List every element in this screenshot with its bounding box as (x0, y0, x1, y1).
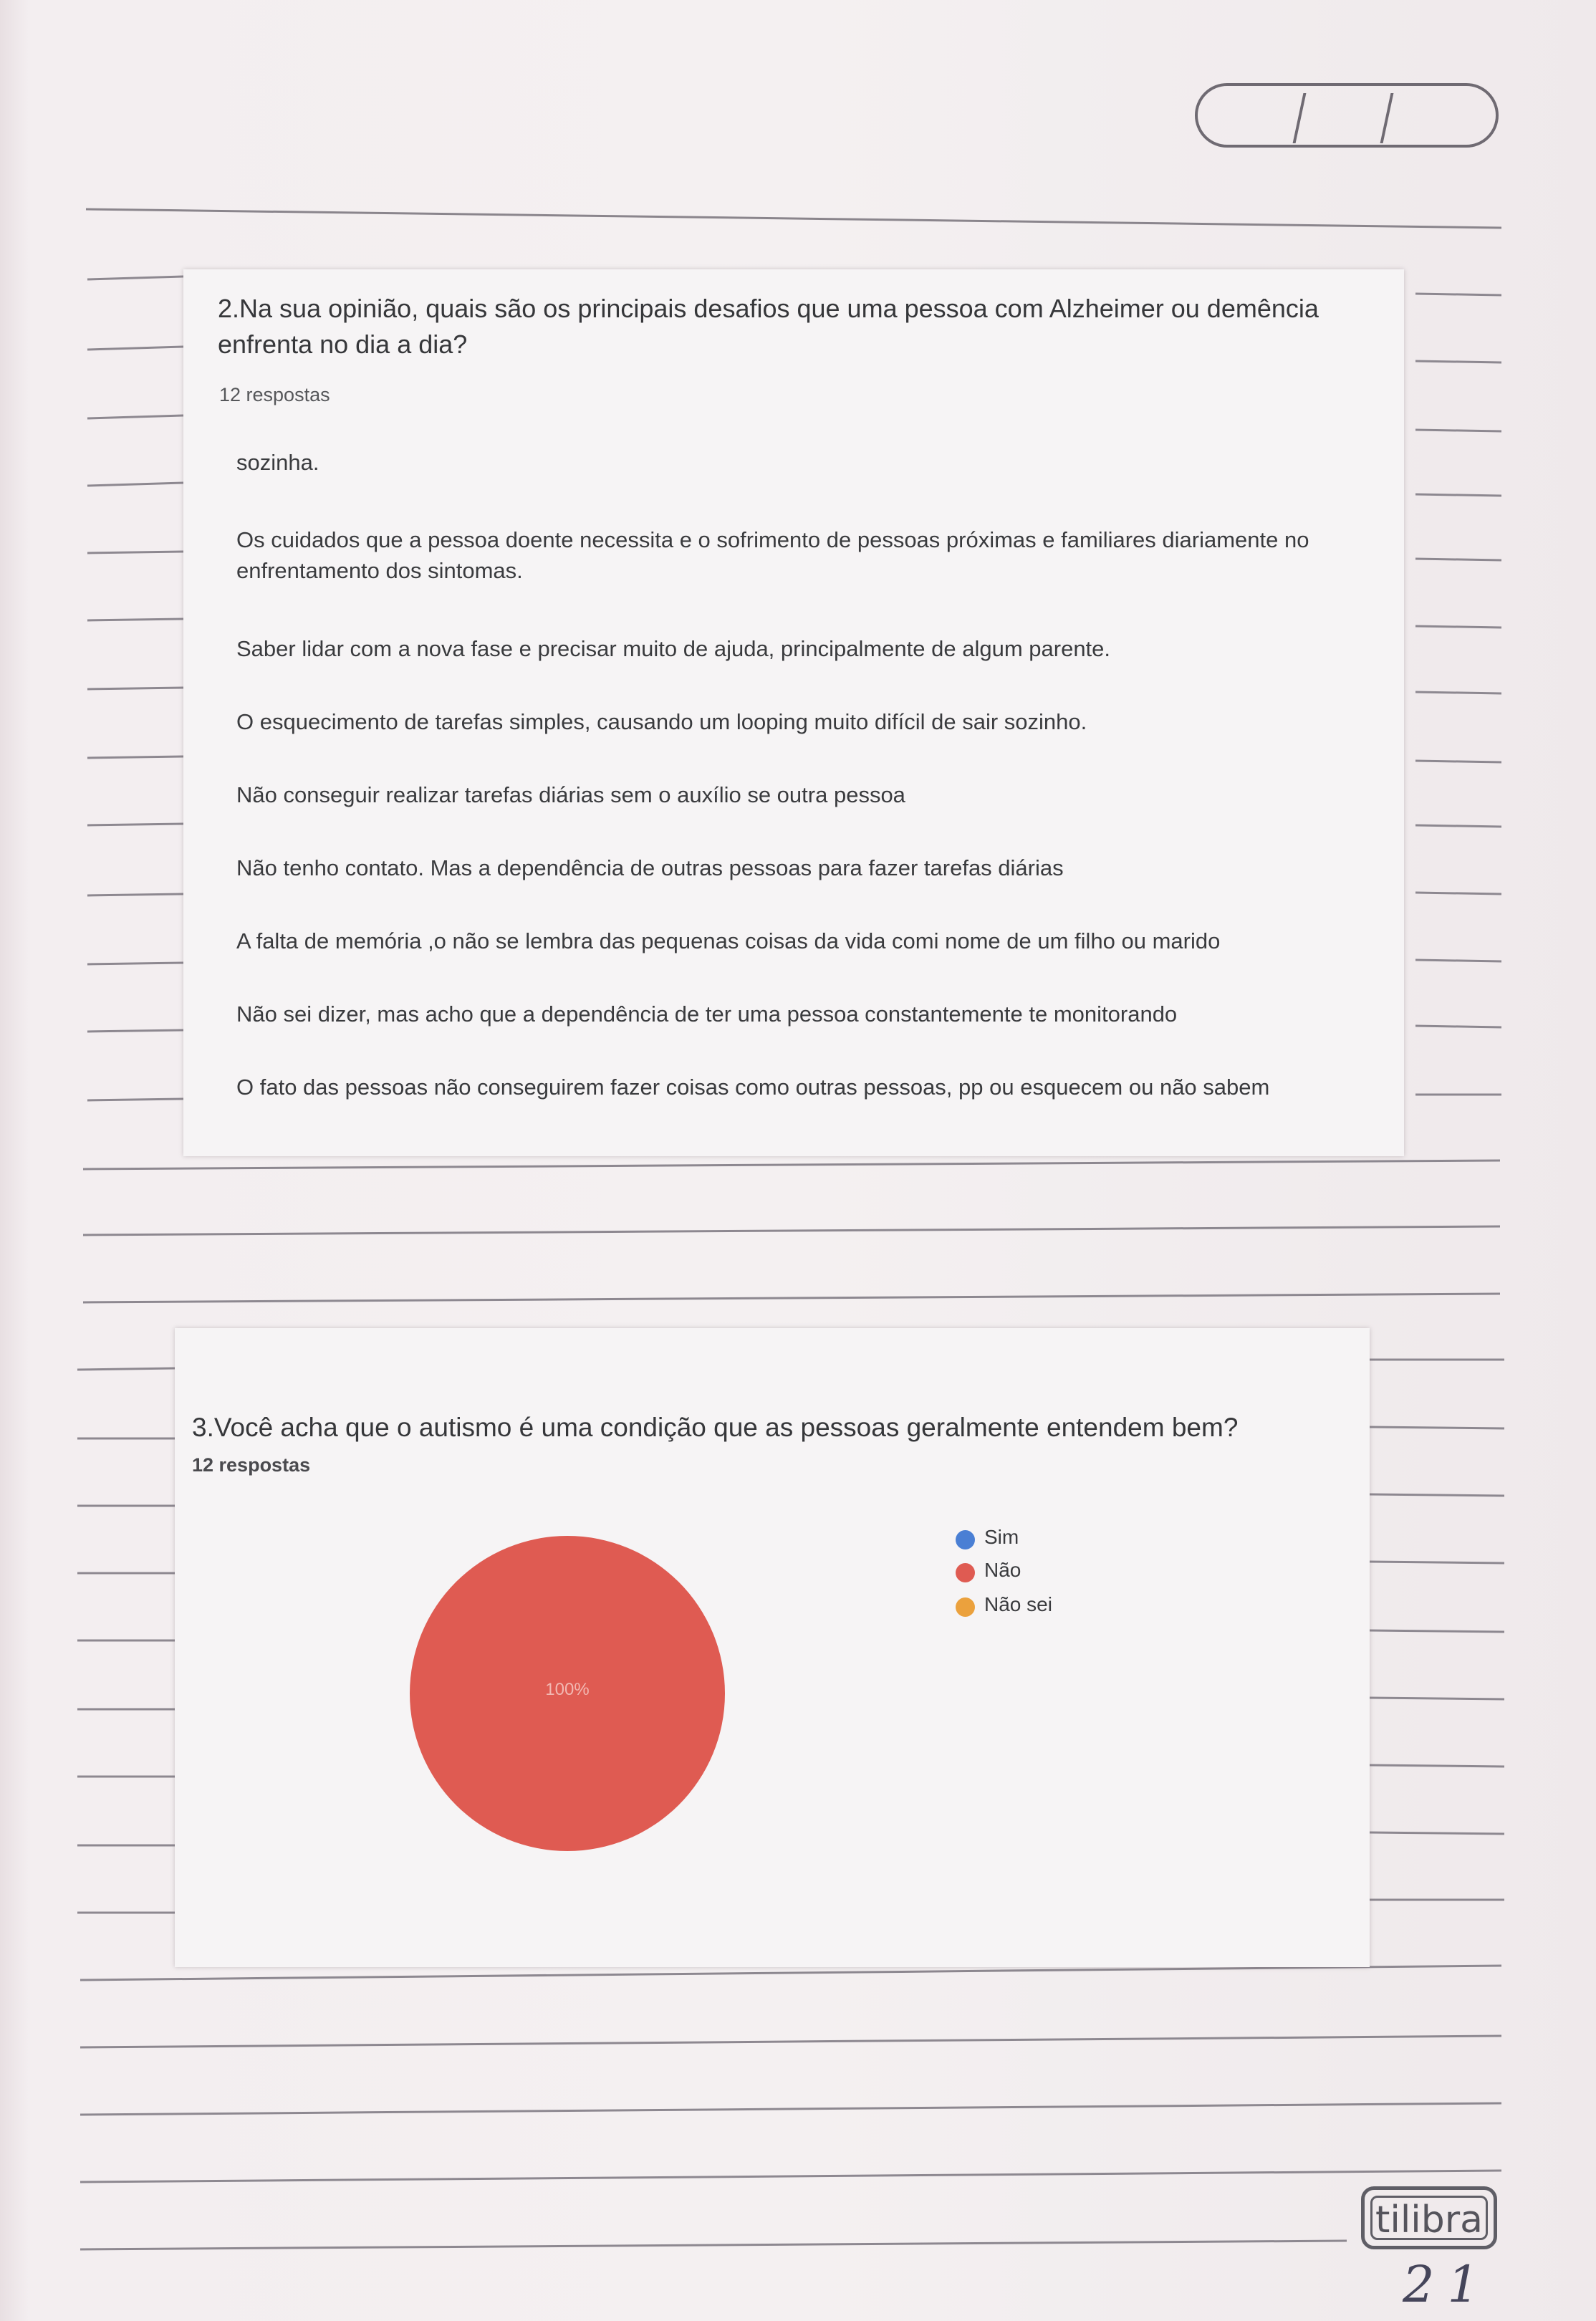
legend-label: Sim (984, 1526, 1019, 1548)
answer-item: Não conseguir realizar tarefas diárias sem o auxílio se outra pessoa (236, 782, 905, 807)
answer-item: Não tenho contato. Mas a dependência de outras pessoas para fazer tarefas diárias (236, 855, 1064, 880)
answer-item: Não sei dizer, mas acho que a dependência de ter uma pessoa constantemente te monitorando (236, 1001, 1178, 1027)
legend-label: Não (984, 1559, 1021, 1581)
question-3-response-count: 12 respostas (192, 1454, 311, 1476)
brand-name: tilibra (1370, 2196, 1488, 2240)
answer-item: O esquecimento de tarefas simples, causando um looping muito difícil de sair sozinho. (236, 709, 1087, 734)
legend-swatch (956, 1530, 975, 1549)
question-2-response-count: 12 respostas (219, 384, 330, 405)
answer-item: Saber lidar com a nova fase e precisar muito de ajuda, principalmente de algum parente. (236, 636, 1111, 661)
pie-slice-label: 100% (545, 1680, 590, 1699)
date-field-box (1195, 83, 1499, 148)
legend-label: Não sei (984, 1593, 1052, 1615)
answer-item: A falta de memória ,o não se lembra das pequenas coisas da vida comi nome de um filho ou marido (236, 928, 1221, 953)
question-3-title: 3.Você acha que o autismo é uma condição que as pessoas geralmente entendem bem? (192, 1413, 1239, 1442)
answer-item: O fato das pessoas não conseguirem fazer coisas como outras pessoas, pp ou esquecem ou não sabem (236, 1075, 1270, 1100)
legend-swatch (956, 1563, 975, 1582)
question-2-card (183, 269, 1404, 1156)
answer-item: sozinha. (236, 450, 319, 475)
date-separator (1293, 93, 1307, 143)
legend-swatch (956, 1597, 975, 1617)
page-number: 21 (1403, 2255, 1493, 2314)
date-separator (1380, 93, 1394, 143)
notebook-brand-logo (1361, 2186, 1497, 2249)
pie-chart (175, 1328, 1370, 1967)
question-3-card (175, 1328, 1370, 1967)
answer-item: Os cuidados que a pessoa doente necessita e o sofrimento de pessoas próximas e familiares diariamente no enfrentamento dos sintomas. (236, 527, 1309, 583)
question-2-title: 2.Na sua opinião, quais são os principais desafios que uma pessoa com Alzheimer ou demência enfrenta no dia a dia? (218, 294, 1319, 359)
